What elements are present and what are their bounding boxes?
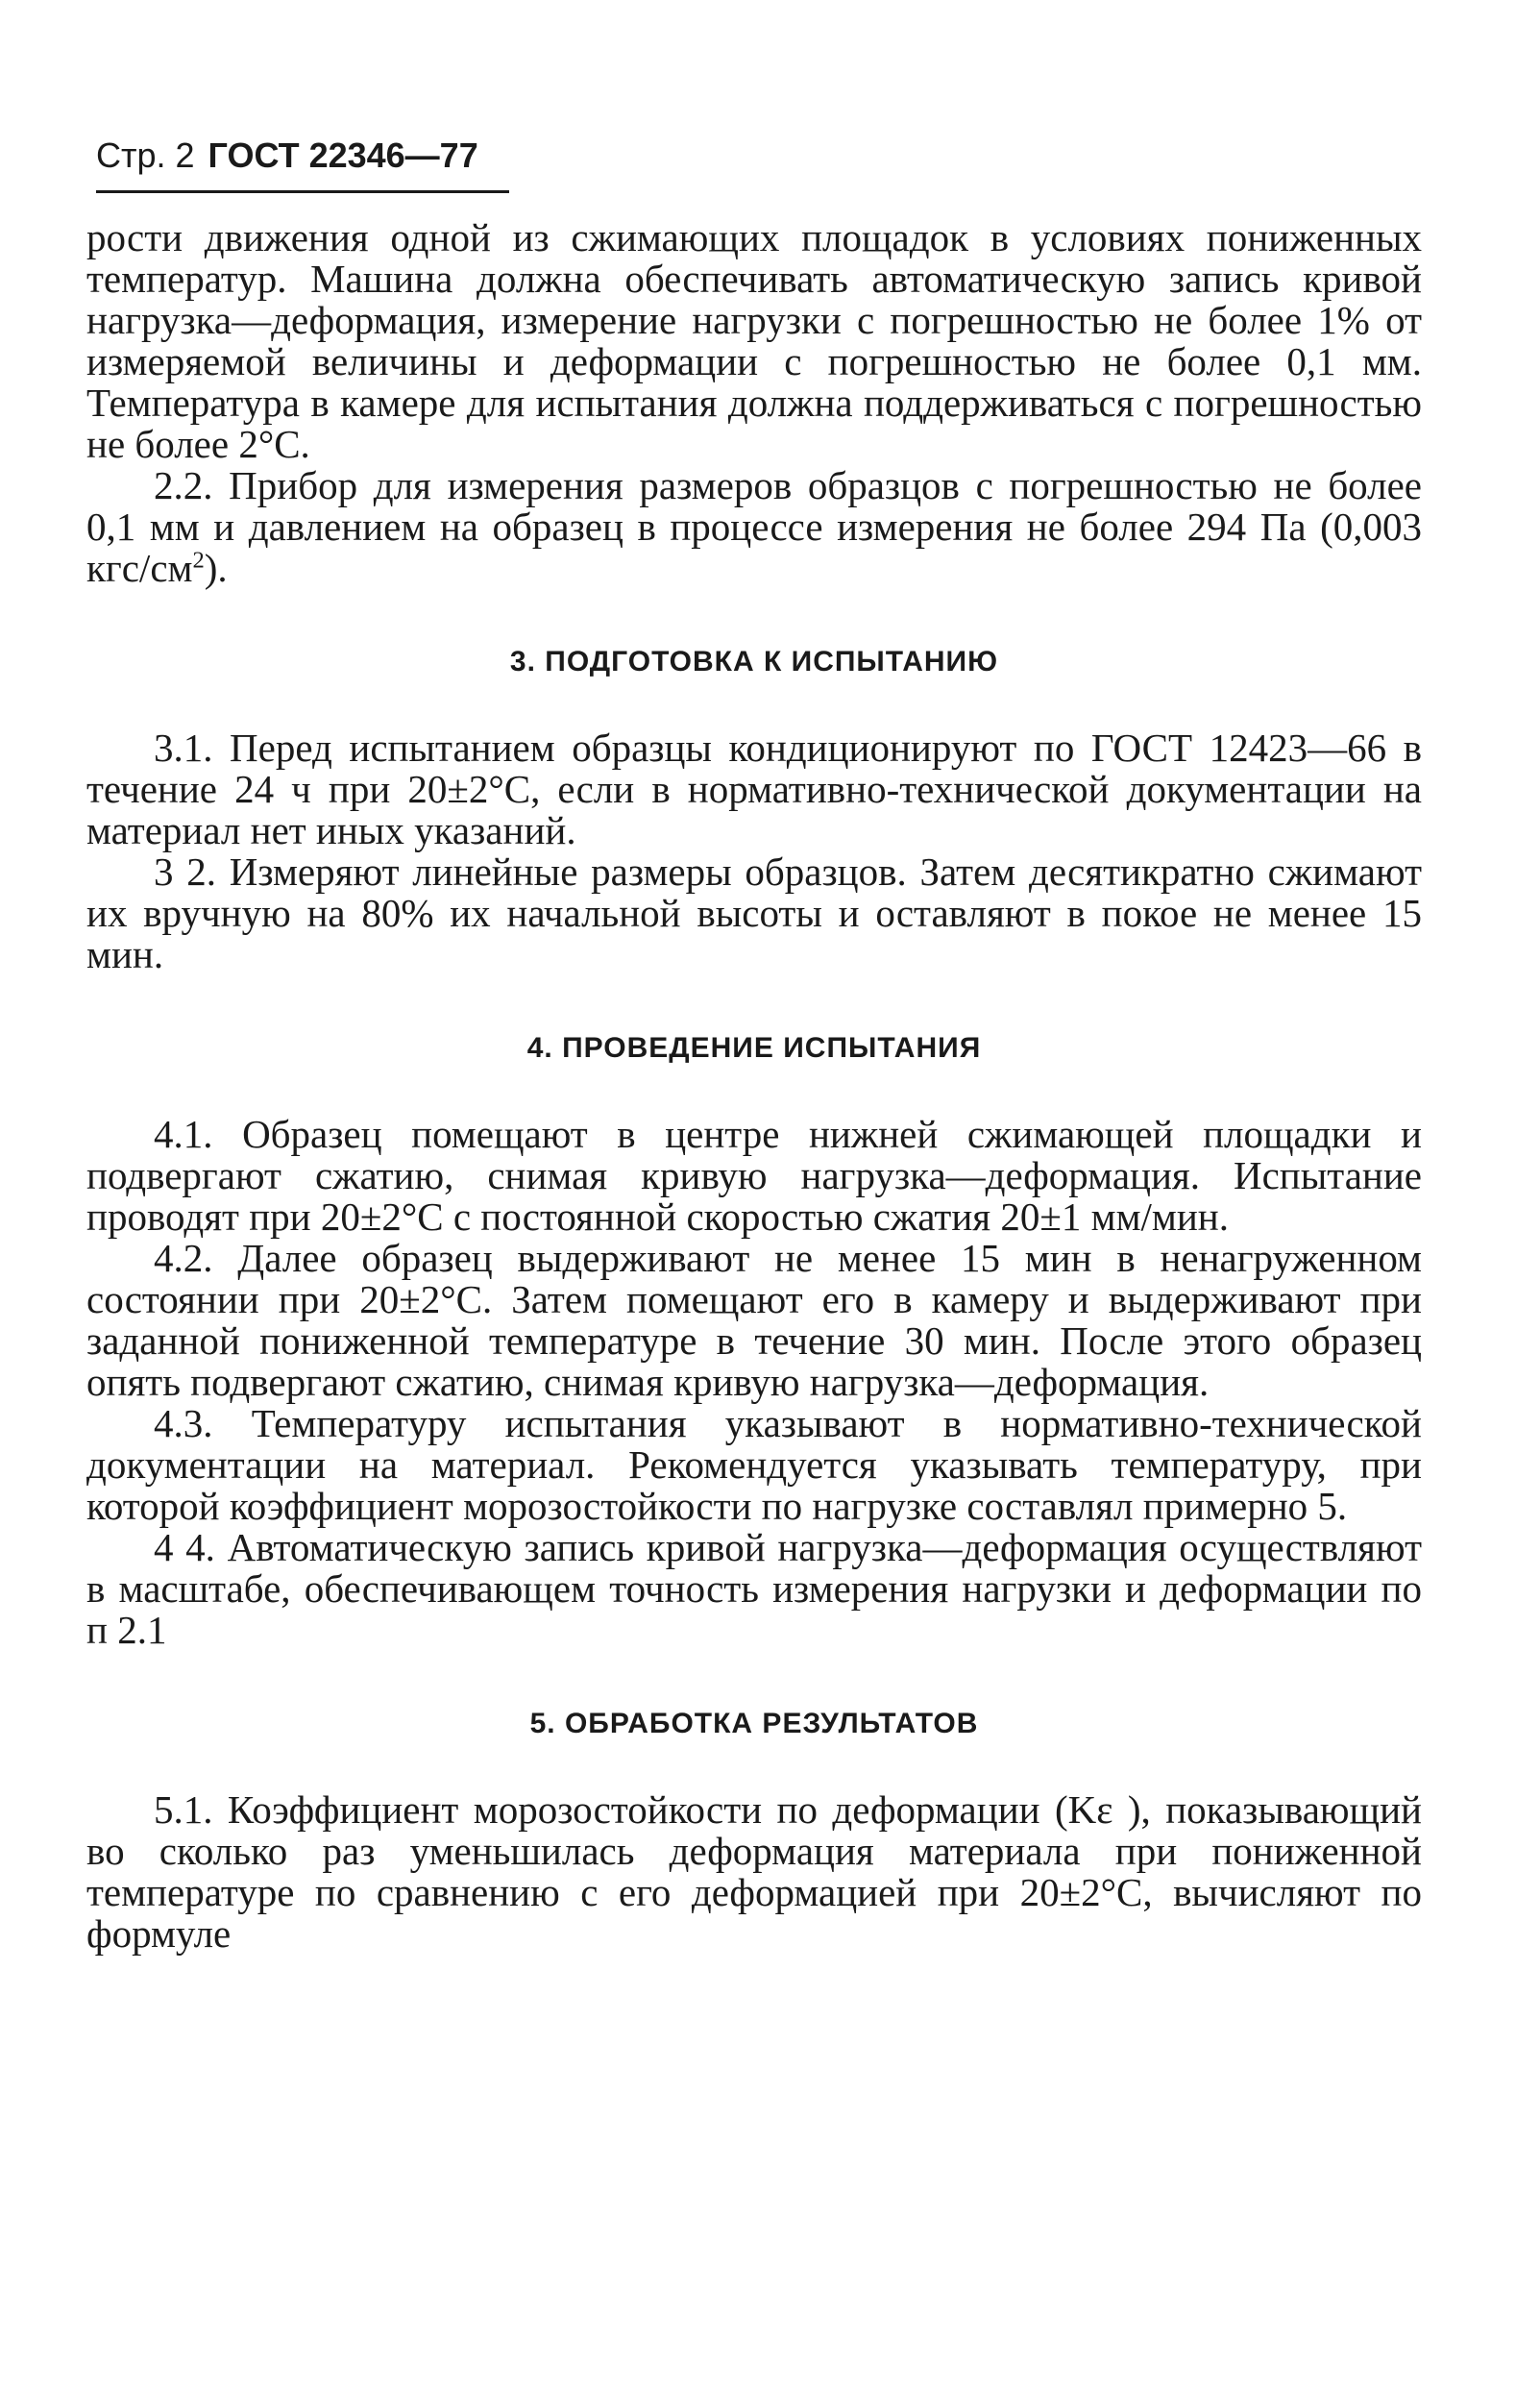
paragraph-2-2-text: 2.2. Прибор для измерения размеров образцов с погрешностью не более 0,1 мм и давлением на образец в процессе измерения не более 294 Па (0,003 кгс/см — [86, 463, 1422, 590]
page-header — [96, 135, 478, 177]
paragraph-5-1: 5.1. Коэффициент морозостойкости по деформации (Kε ), показывающий во сколько раз уменьшилась деформация материала при пониженной температуре по сравнению с его деформацией при 20±2°С, вычисляют по формуле — [86, 1787, 1422, 1956]
paragraph-3-2: 3 2. Измеряют линейные размеры образцов. Затем десятикратно сжимают их вручную на 80% их начальной высоты и оставляют в покое не менее 15 мин. — [86, 850, 1422, 976]
document-body — [86, 217, 1422, 1955]
paragraph-4-4: 4 4. Автоматическую запись кривой нагрузка—деформация осуществляют в масштабе, обеспечивающем точность измерения нагрузки и деформации по п 2.1 — [86, 1525, 1422, 1652]
paragraph-2-2 — [86, 465, 1422, 589]
paragraph-4-3: 4.3. Температуру испытания указывают в нормативно-технической документации на материал. Рекомендуется указывать температуру, при которой коэффициент морозостойкости по нагрузке составлял примерно 5. — [86, 1401, 1422, 1528]
paragraph-3-1: 3.1. Перед испытанием образцы кондиционируют по ГОСТ 12423—66 в течение 24 ч при 20±2°С, если в нормативно-технической документации на материал нет иных указаний. — [86, 726, 1422, 852]
page-number: Стр. 2 — [96, 135, 195, 175]
paragraph-continued: рости движения одной из сжимающих площадок в условиях пониженных температур. Машина должна обеспечивать автоматическую запись кривой нагрузка—деформация, измерение нагрузки с погрешностью не более 1% от измеряемой величины и деформации с погрешностью не более 0,1 мм. Температура в камере для испытания должна поддерживаться с погрешностью не более 2°С. — [86, 215, 1422, 466]
paragraph-2-2-end: ). — [204, 546, 228, 590]
superscript-2: 2 — [192, 547, 205, 574]
header-rule — [96, 190, 509, 193]
standard-number: ГОСТ 22346—77 — [208, 135, 478, 175]
section-5-title: 5. ОБРАБОТКА РЕЗУЛЬТАТОВ — [529, 1708, 979, 1739]
paragraph-4-2: 4.2. Далее образец выдерживают не менее 15 мин в ненагруженном состоянии при 20±2°С. Затем помещают его в камеру и выдерживают при заданной пониженной температуре в течение 30 мин. После этого образец опять подвергают сжатию, снимая кривую нагрузка—деформация. — [86, 1236, 1422, 1404]
section-3-title: 3. ПОДГОТОВКА К ИСПЫТАНИЮ — [509, 646, 999, 677]
section-4-title: 4. ПРОВЕДЕНИЕ ИСПЫТАНИЯ — [526, 1032, 982, 1064]
paragraph-4-1: 4.1. Образец помещают в центре нижней сжимающей площадки и подвергают сжатию, снимая кривую нагрузка—деформация. Испытание проводят при 20±2°С с постоянной скоростью сжатия 20±1 мм/мин. — [86, 1112, 1422, 1239]
